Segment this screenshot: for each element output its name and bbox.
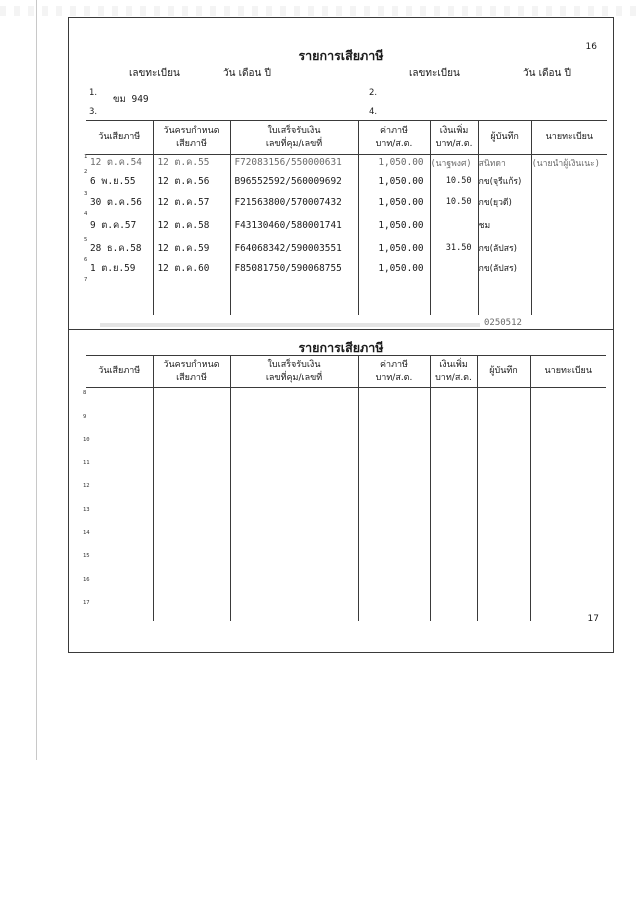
- row-number: 4: [84, 211, 88, 217]
- col-surcharge-2-label: เงินเพิ่ม บาท/ส.ต.: [435, 359, 472, 383]
- row-number: 8: [83, 390, 87, 396]
- cell-tax: 1,050.00: [358, 212, 430, 238]
- col-registrar: นายทะเบียน: [531, 121, 607, 155]
- cell-recorder: กข(ลัปสร): [478, 238, 531, 258]
- cell-surcharge: [430, 212, 478, 238]
- cell-receipt: F64068342/590003551: [230, 238, 358, 258]
- empty-cell: [153, 435, 230, 458]
- row-number: 16: [83, 576, 90, 583]
- col-receipt-2-label: ใบเสร็จรับเงิน เลขที่คุม/เลขที่: [265, 359, 323, 383]
- empty-cell: [153, 458, 230, 481]
- col-receipt: [230, 121, 358, 155]
- col-receipt-2: [230, 356, 358, 388]
- empty-cell: [477, 551, 530, 574]
- cell-due-date: 12 ต.ค.60: [153, 258, 230, 278]
- cell-recorder: กข(ยุวดี): [478, 192, 531, 212]
- cell-registrar: [531, 238, 607, 258]
- table-row: [86, 458, 606, 481]
- cell-pay-date: 30 ต.ค.56 3: [86, 192, 153, 212]
- empty-cell: [153, 481, 230, 504]
- empty-cell: [430, 458, 477, 481]
- empty-cell: [477, 435, 530, 458]
- empty-cell: [477, 388, 530, 412]
- empty-cell: [230, 388, 358, 412]
- page-number-2: 17: [587, 614, 599, 624]
- col-registrar-2: นายทะเบียน: [530, 356, 606, 388]
- cell-surcharge: [430, 258, 478, 278]
- col-due-date: [153, 121, 230, 155]
- table-row: [86, 598, 606, 621]
- cell-recorder: [478, 278, 531, 315]
- table-row: [86, 278, 607, 315]
- cell-registrar: [531, 258, 607, 278]
- reg-label-right: เลขทะเบียน: [409, 68, 460, 79]
- empty-cell: [530, 388, 606, 412]
- table-row: [86, 192, 607, 212]
- row-number: 11: [83, 460, 90, 467]
- row-number: 9: [83, 413, 87, 420]
- table-row: [86, 505, 606, 528]
- date-label-left: วัน เดือน ปี: [223, 68, 271, 79]
- table-row: [86, 388, 606, 412]
- col-due-date-2-label: วันครบกำหนด เสียภาษี: [163, 359, 220, 383]
- col-tax-2: [358, 356, 430, 388]
- cell-receipt: F21563800/570007432: [230, 192, 358, 212]
- row-number: 15: [83, 553, 90, 560]
- col-due-date-2: [153, 356, 230, 388]
- empty-cell: [83, 481, 153, 504]
- empty-cell: [83, 598, 153, 621]
- empty-cell: [430, 481, 477, 504]
- empty-cell: [230, 481, 358, 504]
- table-row: [86, 212, 607, 238]
- empty-cell: [430, 388, 477, 412]
- row-number: 12: [83, 483, 90, 490]
- page-title-2: รายการเสียภาษี: [298, 340, 384, 355]
- row-number: 13: [83, 506, 90, 513]
- empty-cell: [430, 505, 477, 528]
- empty-cell: [230, 598, 358, 621]
- cell-recorder: สนิทดา: [478, 155, 531, 171]
- empty-cell: [230, 412, 358, 435]
- empty-cell: [358, 435, 430, 458]
- cell-pay-date: 6 พ.ย.55 2: [86, 170, 153, 192]
- empty-cell: [430, 575, 477, 598]
- empty-cell: [153, 575, 230, 598]
- entry-no-2: 2.: [369, 88, 378, 98]
- empty-cell: [230, 435, 358, 458]
- row-number: 5: [84, 237, 88, 243]
- empty-cell: [358, 505, 430, 528]
- scan-noise-top: [0, 6, 640, 16]
- col-due-date-label: วันครบกำหนด เสียภาษี: [163, 125, 220, 149]
- entry-no-3: 3.: [89, 107, 98, 117]
- empty-cell: [430, 598, 477, 621]
- empty-cell: [530, 505, 606, 528]
- page-number: 16: [585, 42, 597, 52]
- empty-cell: [358, 412, 430, 435]
- table-row: [86, 575, 606, 598]
- table-row: [86, 258, 607, 278]
- row-number: 6: [84, 257, 88, 263]
- empty-cell: [477, 575, 530, 598]
- cell-due-date: [153, 278, 230, 315]
- cell-surcharge: (นาฐพงศ): [430, 155, 478, 171]
- table-row: [86, 170, 607, 192]
- tax-table-bottom: [83, 355, 606, 621]
- col-tax-label: ค่าภาษี บาท/ส.ต.: [375, 125, 413, 149]
- table-row: [86, 551, 606, 574]
- col-surcharge: [430, 121, 478, 155]
- col-tax-2-label: ค่าภาษี บาท/ส.ต.: [375, 359, 413, 383]
- cell-due-date: 12 ต.ค.57: [153, 192, 230, 212]
- cell-registrar: [531, 192, 607, 212]
- table-row: [86, 481, 606, 504]
- empty-cell: [477, 458, 530, 481]
- cell-recorder: กข(ลัปสร): [478, 258, 531, 278]
- empty-cell: [530, 435, 606, 458]
- empty-cell: [530, 458, 606, 481]
- col-recorder: ผู้บันทึก: [478, 121, 531, 155]
- page-title: รายการเสียภาษี: [298, 48, 384, 63]
- empty-cell: [83, 505, 153, 528]
- empty-cell: [430, 551, 477, 574]
- empty-cell: [530, 575, 606, 598]
- empty-cell: [358, 458, 430, 481]
- row-number: 1: [84, 154, 88, 160]
- empty-cell: [477, 598, 530, 621]
- empty-cell: [358, 481, 430, 504]
- row-number: 17: [83, 599, 90, 606]
- cell-registrar: [531, 278, 607, 315]
- cell-due-date: 12 ต.ค.55: [153, 155, 230, 171]
- empty-cell: [358, 388, 430, 412]
- row-number: 2: [84, 169, 88, 175]
- entry-value-1: ขม 949: [113, 94, 149, 105]
- scan-smudge: [100, 323, 480, 327]
- empty-cell: [83, 458, 153, 481]
- empty-cell: [230, 505, 358, 528]
- scan-edge-left: [36, 0, 37, 760]
- empty-cell: [530, 598, 606, 621]
- col-recorder-2: ผู้บันทึก: [477, 356, 530, 388]
- empty-cell: [83, 435, 153, 458]
- empty-cell: [153, 528, 230, 551]
- col-surcharge-2: [430, 356, 477, 388]
- cell-due-date: 12 ต.ค.56: [153, 170, 230, 192]
- col-receipt-label: ใบเสร็จรับเงิน เลขที่คุม/เลขที่: [265, 125, 323, 149]
- cell-surcharge: [430, 278, 478, 315]
- empty-cell: [83, 528, 153, 551]
- row-number: 14: [83, 529, 90, 536]
- empty-cell: [358, 551, 430, 574]
- cell-receipt: B96552592/560009692: [230, 170, 358, 192]
- table-row: [86, 412, 606, 435]
- cell-tax: 1,050.00: [358, 238, 430, 258]
- empty-cell: [530, 528, 606, 551]
- empty-cell: [153, 388, 230, 412]
- col-pay-date-2: วันเสียภาษี: [86, 356, 153, 388]
- table-row: [86, 155, 607, 171]
- empty-cell: [230, 551, 358, 574]
- empty-cell: [83, 412, 153, 435]
- empty-cell: [530, 412, 606, 435]
- cell-registrar: [531, 170, 607, 192]
- stray-number: 0250512: [484, 318, 522, 328]
- cell-receipt: F43130460/580001741: [230, 212, 358, 238]
- empty-cell: [430, 435, 477, 458]
- empty-cell: [530, 551, 606, 574]
- empty-cell: [358, 598, 430, 621]
- empty-cell: [430, 412, 477, 435]
- cell-receipt: F72083156/550000631: [230, 155, 358, 171]
- empty-cell: [358, 528, 430, 551]
- empty-cell: [83, 575, 153, 598]
- empty-cell: [83, 551, 153, 574]
- empty-cell: [477, 412, 530, 435]
- empty-cell: [83, 388, 153, 412]
- cell-tax: [358, 278, 430, 315]
- cell-due-date: 12 ต.ค.59: [153, 238, 230, 258]
- cell-tax: 1,050.00: [358, 192, 430, 212]
- cell-due-date: 12 ต.ค.58: [153, 212, 230, 238]
- cell-surcharge: 10.50: [430, 170, 478, 192]
- tax-table-top: [86, 120, 607, 315]
- cell-pay-date: [86, 278, 153, 315]
- empty-cell: [477, 481, 530, 504]
- cell-tax: 1,050.00: [358, 155, 430, 171]
- row-number: 7: [84, 277, 88, 283]
- cell-registrar: (นายนำผู้เงินเนะ): [531, 155, 607, 171]
- entry-no-4: 4.: [369, 107, 378, 117]
- cell-receipt: [230, 278, 358, 315]
- row-number: 10: [83, 436, 90, 443]
- empty-cell: [530, 481, 606, 504]
- cell-pay-date: 28 ธ.ค.58 5: [86, 238, 153, 258]
- entry-no-1: 1.: [89, 88, 98, 98]
- cell-surcharge: 10.50: [430, 192, 478, 212]
- date-label-right: วัน เดือน ปี: [523, 68, 571, 79]
- empty-cell: [153, 551, 230, 574]
- empty-cell: [153, 505, 230, 528]
- empty-cell: [358, 575, 430, 598]
- col-surcharge-label: เงินเพิ่ม บาท/ส.ต.: [435, 125, 473, 149]
- col-pay-date: วันเสียภาษี: [86, 121, 153, 155]
- table-row: [86, 528, 606, 551]
- cell-pay-date: 1 ต.ย.59 6: [86, 258, 153, 278]
- cell-registrar: [531, 212, 607, 238]
- empty-cell: [477, 528, 530, 551]
- empty-cell: [230, 528, 358, 551]
- cell-surcharge: 31.50: [430, 238, 478, 258]
- cell-tax: 1,050.00: [358, 258, 430, 278]
- empty-cell: [430, 528, 477, 551]
- empty-cell: [153, 598, 230, 621]
- col-tax: [358, 121, 430, 155]
- empty-cell: [477, 505, 530, 528]
- cell-recorder: ชม: [478, 212, 531, 238]
- row-number: 3: [84, 191, 88, 197]
- cell-tax: 1,050.00: [358, 170, 430, 192]
- cell-recorder: กข(จุรีแก้ร): [478, 170, 531, 192]
- cell-pay-date: 9 ต.ค.57 4: [86, 212, 153, 238]
- empty-cell: [153, 412, 230, 435]
- empty-cell: [230, 458, 358, 481]
- cell-pay-date: 12 ต.ค.54 1: [86, 155, 153, 171]
- reg-label-left: เลขทะเบียน: [129, 68, 180, 79]
- empty-cell: [230, 575, 358, 598]
- table-row: [86, 435, 606, 458]
- table-row: [86, 238, 607, 258]
- cell-receipt: F85081750/590068755: [230, 258, 358, 278]
